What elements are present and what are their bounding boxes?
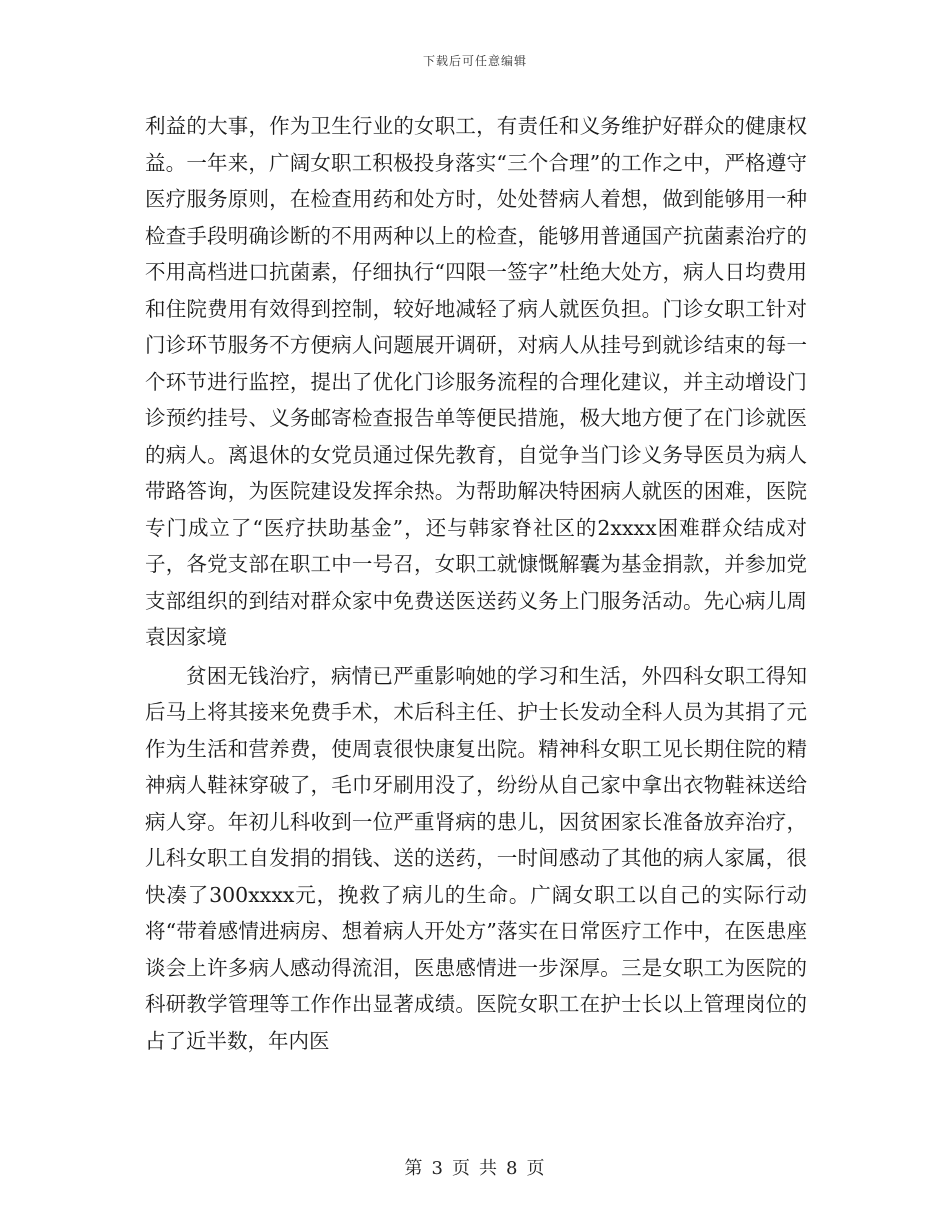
footer-suffix: 页 [526, 1158, 546, 1179]
page-header-note: 下载后可任意编辑 [422, 54, 527, 68]
footer-prefix: 第 [404, 1158, 424, 1179]
footer-total-pages: 8 [506, 1158, 519, 1179]
footer-current-page: 3 [431, 1158, 444, 1179]
footer-total-word: 共 [479, 1158, 498, 1179]
footer-page-word: 页 [452, 1158, 471, 1179]
paragraph-2: 贫困无钱治疗，病情已严重影响她的学习和生活，外四科女职工得知后马上将其接来免费手术，术后科主任、护士长发动全科人员为其捐了元作为生活和营养费，使周袁很快康复出院。精神科女职工见长期住院的精神病人鞋袜穿破了，毛巾牙刷用没了，纷纷从自己家中拿出衣物鞋袜送给病人穿。年初儿科收到一位严重肾病的患儿，因贫困家长准备放弃治疗，儿科女职工自发捐的捐钱、送的送药，一时间感动了其他的病人家属，很快凑了300xxxx元，挽救了病儿的生命。广阔女职工以自己的实际行动将“带着感情进病房、想着病人开处方”落实在日常医疗工作中，在医患座谈会上许多病人感动得流泪，医患感情进一步深厚。三是女职工为医院的科研教学管理等工作作出显著成绩。医院女职工在护士长以上管理岗位的占了近半数，年内医 [145, 663, 807, 1053]
document-body [145, 108, 807, 1059]
page-number-footer [0, 1154, 950, 1180]
paragraph-1: 利益的大事，作为卫生行业的女职工，有责任和义务维护好群众的健康权益。一年来，广阔女职工积极投身落实“三个合理”的工作之中，严格遵守医疗服务原则，在检查用药和处方时，处处替病人着想，做到能够用一种检查手段明确诊断的不用两种以上的检查，能够用普通国产抗菌素治疗的不用高档进口抗菌素，仔细执行“四限一签字”杜绝大处方，病人日均费用和住院费用有效得到控制，较好地减轻了病人就医负担。门诊女职工针对门诊环节服务不方便病人问题展开调研，对病人从挂号到就诊结束的每一个环节进行监控，提出了优化门诊服务流程的合理化建议，并主动增设门诊预约挂号、义务邮寄检查报告单等便民措施，极大地方便了在门诊就医的病人。离退休的女党员通过保先教育，自觉争当门诊义务导医员为病人带路答询，为医院建设发挥余热。为帮助解决特困病人就医的困难，医院专门成立了“医疗扶助基金”，还与韩家脊社区的2xxxx困难群众结成对子，各党支部在职工中一号召，女职工就慷慨解囊为基金捐款，并参加党支部组织的到结对群众家中免费送医送药义务上门服务活动。先心病儿周袁因家境 [145, 114, 807, 649]
